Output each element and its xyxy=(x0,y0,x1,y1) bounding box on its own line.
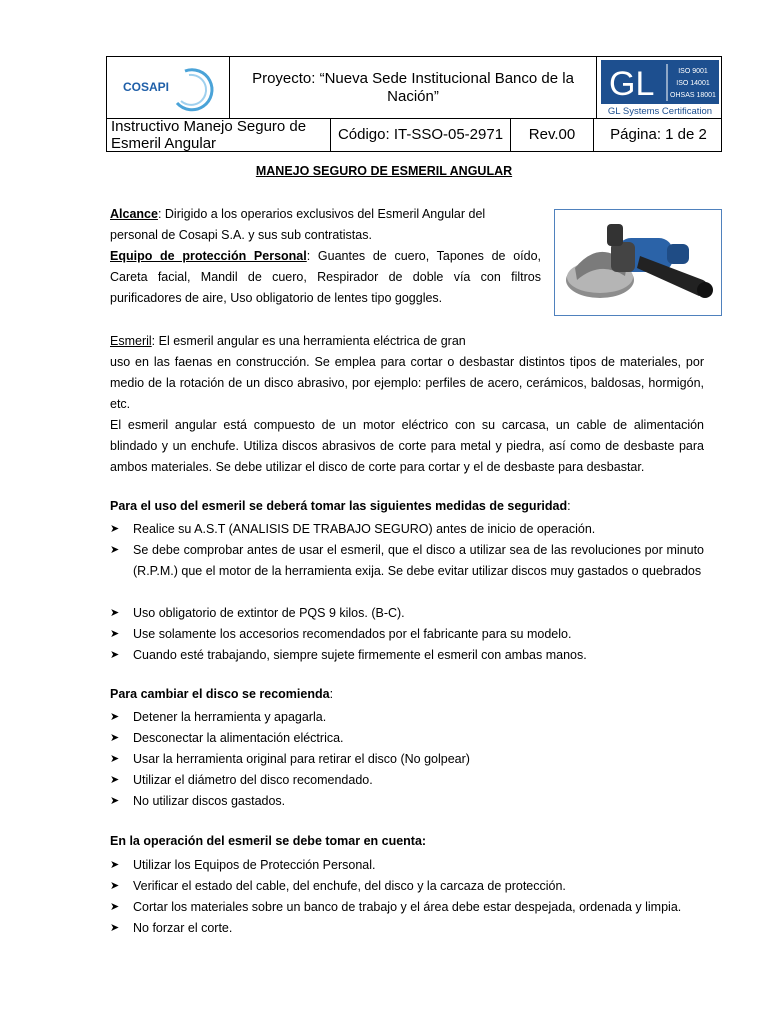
list-item xyxy=(110,540,704,582)
scope-line-2: personal de Cosapi S.A. y sus sub contratistas. xyxy=(110,228,372,242)
list-item-text: Realice su A.S.T (ANALISIS DE TRABAJO SEGURO) antes de inicio de operación. xyxy=(133,522,596,536)
scope-line-1 xyxy=(110,204,540,225)
doc-title-text: Instructivo Manejo Seguro de Esmeril Angular xyxy=(111,118,307,152)
section-1-heading-suffix: : xyxy=(567,499,571,513)
list-item-text: Se debe comprobar antes de usar el esmeril, que el disco a utilizar sea de las revoluciones por minuto (R.P.M.) que el motor de la herramienta exija. Se debe evitar utilizar discos muy gastados o quebrados xyxy=(133,543,704,578)
arrow-bullet-icon: ➤ xyxy=(110,628,120,640)
list-item xyxy=(110,624,704,645)
list-item xyxy=(110,855,704,876)
svg-text:ISO 14001: ISO 14001 xyxy=(676,80,710,87)
header-row-2 xyxy=(107,118,721,151)
list-item-text: Desconectar la alimentación eléctrica. xyxy=(133,731,344,745)
list-item-text: Cuando esté trabajando, siempre sujete firmemente el esmeril con ambas manos. xyxy=(133,648,587,662)
page-number-text: Página: 1 de 2 xyxy=(610,126,707,143)
list-item xyxy=(110,897,704,918)
svg-text:ISO 9001: ISO 9001 xyxy=(678,68,708,75)
arrow-bullet-icon: ➤ xyxy=(110,753,120,765)
page-number xyxy=(594,118,723,151)
list-item-text: Utilizar los Equipos de Protección Personal. xyxy=(133,858,376,872)
arrow-bullet-icon: ➤ xyxy=(110,544,120,556)
svg-text:GL Systems Certification: GL Systems Certification xyxy=(607,106,713,117)
arrow-bullet-icon: ➤ xyxy=(110,922,120,934)
arrow-bullet-icon: ➤ xyxy=(110,523,120,535)
section-3-heading: En la operación del esmeril se debe tomar en cuenta: xyxy=(110,834,427,848)
section-1-heading xyxy=(110,499,571,513)
doc-code-text: Código: IT-SSO-05-2971 xyxy=(337,126,504,143)
arrow-bullet-icon: ➤ xyxy=(110,649,120,661)
section-2-heading-suffix: : xyxy=(329,687,334,701)
list-item-text: No utilizar discos gastados. xyxy=(133,794,286,808)
list-item-text: Detener la herramienta y apagarla. xyxy=(133,710,327,724)
list-item xyxy=(110,749,704,770)
list-item xyxy=(110,770,704,791)
esmeril-label: Esmeril xyxy=(110,334,152,348)
esmeril-text-1: : El esmeril angular es una herramienta eléctrica de gran xyxy=(151,334,466,348)
arrow-bullet-icon: ➤ xyxy=(110,795,120,807)
doc-title xyxy=(107,118,331,151)
section-2-heading xyxy=(110,687,333,701)
esmeril-paragraph-2: El esmeril angular está compuesto de un motor eléctrico con su carcasa, un cable de alimentación blindado y un enchufe. Utiliza discos abrasivos de corte para metal y piedra, así como de desbaste para ambos materiales. Se debe utilizar el disco de corte para cortar y el de desbaste para desbastar. xyxy=(110,418,704,474)
header-row-1 xyxy=(107,57,721,119)
angle-grinder-photo xyxy=(554,209,722,316)
svg-text:OHSAS 18001: OHSAS 18001 xyxy=(670,92,716,99)
list-item-text: Utilizar el diámetro del disco recomendado. xyxy=(133,773,373,787)
arrow-bullet-icon: ➤ xyxy=(110,880,120,892)
list-item-text: Use solamente los accesorios recomendados por el fabricante para su modelo. xyxy=(133,627,572,641)
ppe-label: Equipo de protección Personal xyxy=(110,249,307,263)
list-item xyxy=(110,707,704,728)
list-item-text: Cortar los materiales sobre un banco de trabajo y el área debe estar despejada, ordenada y limpia. xyxy=(133,900,682,914)
esmeril-line-1 xyxy=(110,331,550,352)
list-item xyxy=(110,918,704,939)
arrow-bullet-icon: ➤ xyxy=(110,607,120,619)
document-title: MANEJO SEGURO DE ESMERIL ANGULAR xyxy=(255,164,513,178)
arrow-bullet-icon: ➤ xyxy=(110,859,120,871)
list-item xyxy=(110,728,704,749)
project-title xyxy=(230,57,597,118)
arrow-bullet-icon: ➤ xyxy=(110,774,120,786)
list-item-text: No forzar el corte. xyxy=(133,921,233,935)
scope-text-1: : Dirigido a los operarios exclusivos del Esmeril Angular del xyxy=(157,207,486,221)
arrow-bullet-icon: ➤ xyxy=(110,732,120,744)
list-item xyxy=(110,876,704,897)
list-item xyxy=(110,519,704,540)
project-title-text: Proyecto: “Nueva Sede Institucional Banco de la Nación” xyxy=(252,69,574,105)
gl-certification-logo xyxy=(597,57,723,118)
list-item-text: Uso obligatorio de extintor de PQS 9 kilos. (B-C). xyxy=(133,606,405,620)
section-1-heading-text: Para el uso del esmeril se deberá tomar las siguientes medidas de seguridad xyxy=(110,499,568,513)
scope-label: Alcance xyxy=(110,207,158,221)
list-item xyxy=(110,791,704,812)
section-2-heading-text: Para cambiar el disco se recomienda xyxy=(110,687,330,701)
esmeril-paragraph-1: uso en las faenas en construcción. Se emplea para cortar o desbastar distintos tipos de materiales, por medio de la rotación de un disco abrasivo, por ejemplo: perfiles de acero, cerámicos, baldosas, hormigón, etc. xyxy=(110,355,704,411)
list-item xyxy=(110,645,704,666)
ppe-paragraph xyxy=(110,246,541,309)
ppe-text: : Guantes de cuero, Tapones de oído, Careta facial, Mandil de cuero, Respirador de doble vía con filtros purificadores de aire, Uso obligatorio de lentes tipo goggles. xyxy=(110,249,542,305)
list-item xyxy=(110,603,704,624)
arrow-bullet-icon: ➤ xyxy=(110,711,120,723)
svg-text:GL: GL xyxy=(609,65,655,103)
cosapi-logo xyxy=(107,57,230,118)
doc-revision xyxy=(511,118,594,151)
doc-code xyxy=(331,118,511,151)
doc-revision-text: Rev.00 xyxy=(528,126,576,143)
arrow-bullet-icon: ➤ xyxy=(110,901,120,913)
list-item-text: Verificar el estado del cable, del enchufe, del disco y la carcaza de protección. xyxy=(133,879,566,893)
document-header xyxy=(106,56,722,152)
list-item-text: Usar la herramienta original para retirar el disco (No golpear) xyxy=(133,752,470,766)
cosapi-logo-text: COSAPI xyxy=(123,80,170,94)
